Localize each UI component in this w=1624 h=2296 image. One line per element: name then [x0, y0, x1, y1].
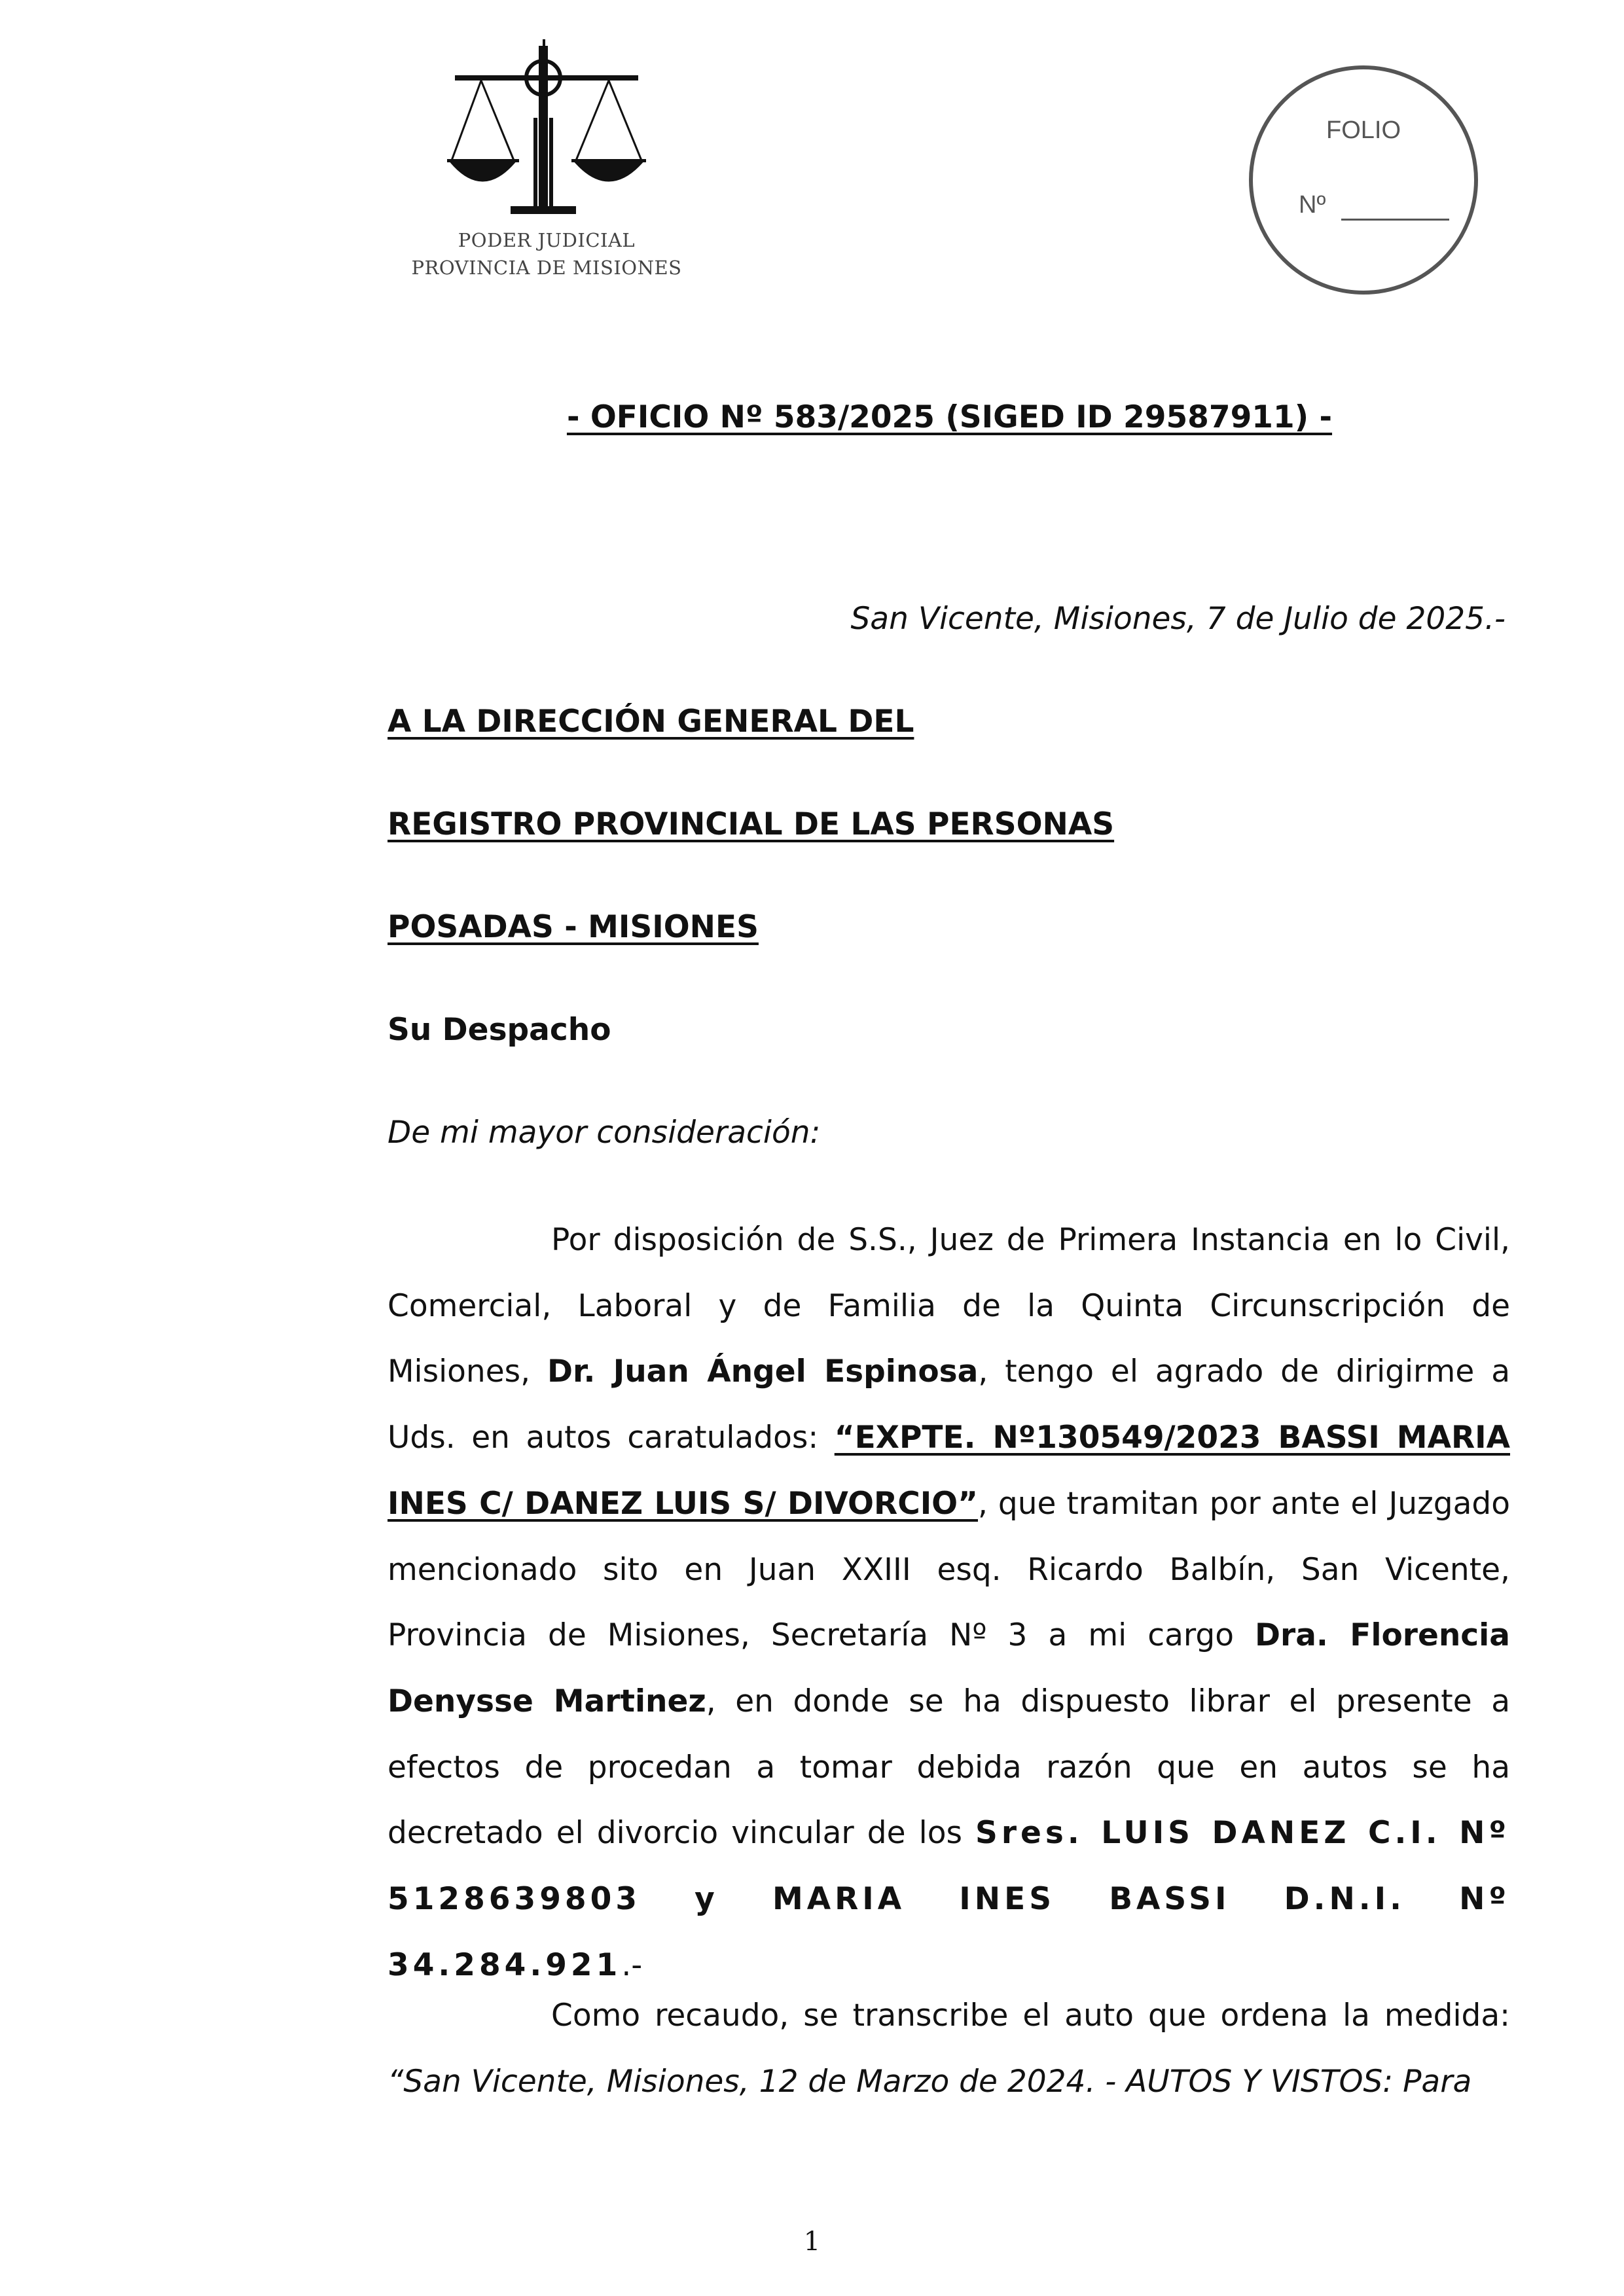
address-line-3: POSADAS - MISIONES: [388, 909, 759, 945]
folio-title: FOLIO: [1326, 117, 1401, 144]
folio-stamp: [1249, 65, 1478, 295]
body-paragraph-1: [388, 1208, 1510, 1998]
su-despacho: Su Despacho: [388, 1012, 611, 1048]
secretary-name: Dra. Florencia Denysse Martinez: [388, 1617, 1510, 1719]
seal-line-poder-judicial: PODER JUDICIAL: [458, 229, 636, 251]
para1-text-4: , en donde se ha dispuesto librar el presente a efectos de procedan a tomar debida razón que en autos se ha decretado el divorcio vincular de los: [388, 1683, 1510, 1852]
case-caption: “EXPTE. Nº130549/2023 BASSI MARIA INES C/ DANEZ LUIS S/ DIVORCIO”: [388, 1420, 1510, 1522]
para1-text-1: Por disposición de S.S., Juez de Primera Instancia en lo Civil, Comercial, Laboral y de Familia de la Quinta Circunscripción de Misiones,: [388, 1222, 1510, 1390]
judge-name: Dr. Juan Ángel Espinosa: [547, 1354, 979, 1390]
transcribed-order-quote: “San Vicente, Misiones, 12 de Marzo de 2024. - AUTOS Y VISTOS: Para: [388, 2063, 1472, 2100]
body-paragraph-2: [388, 1983, 1510, 2115]
para1-text-5: .-: [621, 1946, 643, 1983]
parties-identification: Sres. LUIS DANEZ C.I. Nº 5128639803 y MARIA INES BASSI D.N.I. Nº 34.284.921: [388, 1815, 1510, 1983]
para1-text-3: , que tramitan por ante el Juzgado mencionado sito en Juan XXIII esq. Ricardo Balbín, San Vicente, Provincia de Misiones, Secretaría Nº 3 a mi cargo: [388, 1485, 1510, 1654]
folio-number-label: Nº: [1299, 191, 1326, 219]
page-number: 1: [803, 2227, 821, 2257]
folio-number-blank: [1341, 219, 1449, 221]
scales-of-justice-icon: [442, 39, 651, 216]
greeting: De mi mayor consideración:: [388, 1115, 821, 1151]
judicial-seal: [406, 39, 687, 288]
address-line-2: REGISTRO PROVINCIAL DE LAS PERSONAS: [388, 806, 1115, 842]
seal-line-provincia: PROVINCIA DE MISIONES: [411, 257, 682, 279]
address-line-1: A LA DIRECCIÓN GENERAL DEL: [388, 704, 914, 740]
para2-text-1: Como recaudo, se transcribe el auto que ordena la medida:: [551, 1998, 1510, 2034]
date-line: San Vicente, Misiones, 7 de Julio de 2025.-: [850, 601, 1506, 637]
para1-text-2: , tengo el agrado de dirigirme a Uds. en autos caratulados:: [388, 1354, 1510, 1456]
document-title: - OFICIO Nº 583/2025 (SIGED ID 29587911) -: [566, 399, 1333, 435]
